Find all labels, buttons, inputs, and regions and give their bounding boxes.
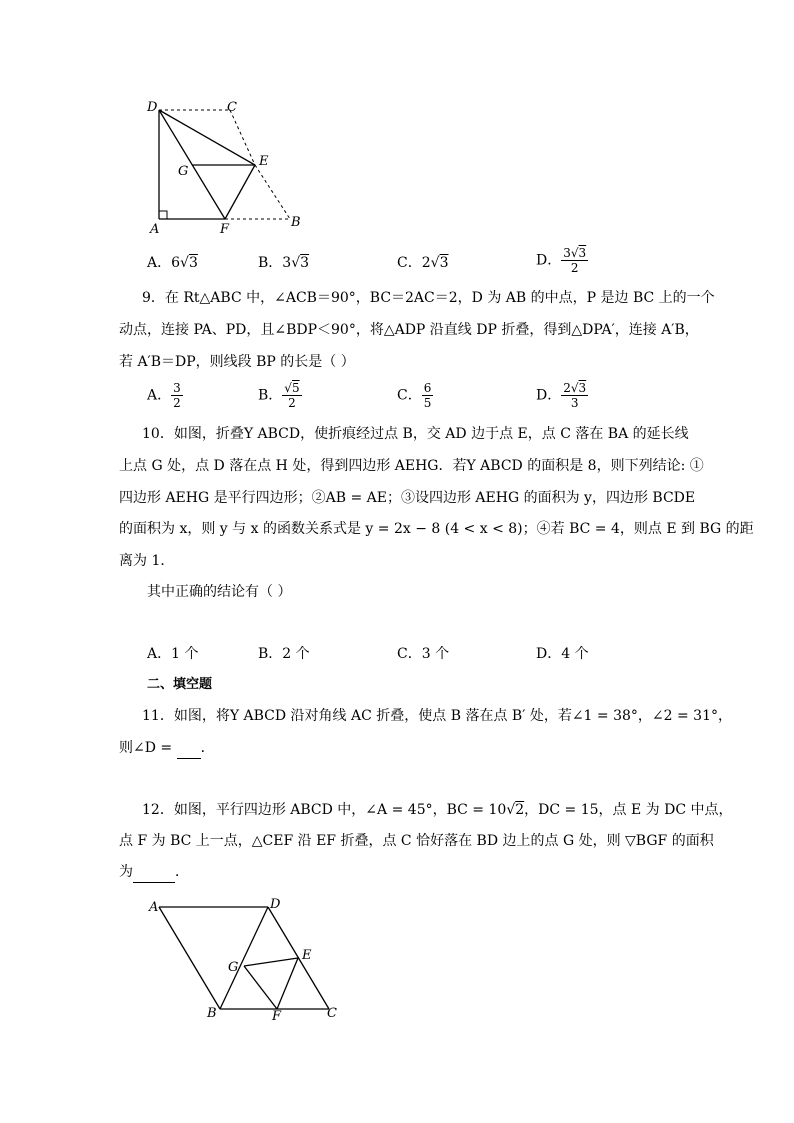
q8-option-c: C．2√3 [397, 255, 449, 271]
q12-line-1: 12．如图，平行四边形 ABCD 中，∠A = 45°，BC = 10√2，DC = 15，点 E 为 DC 中点， [142, 802, 733, 818]
fig2-label-F: F [272, 1009, 282, 1023]
fig2-label-G: G [228, 960, 239, 975]
q10-option-c: C．3 个 [397, 646, 450, 662]
q12-line-2: 点 F 为 BC 上一点，△CEF 沿 EF 折叠，点 C 恰好落在 BD 边上的点 G 处，则 ▽BGF 的面积 [119, 833, 714, 849]
q8-option-a: A．6√3 [147, 255, 198, 271]
q11-line-2: 则∠D = ． [119, 738, 679, 759]
q9-line-1: 9．在 Rt△ABC 中，∠ACB＝90°，BC＝2AC＝2，D 为 AB 的中点，P 是边 BC 上的一个 [142, 290, 715, 306]
fig1-label-F: F [220, 222, 230, 237]
fig1-label-G: G [178, 164, 189, 179]
q9-option-b: B． $\frac{√5}{2}$ [258, 381, 300, 410]
q10-line-1: 10．如图，折叠Y ABCD，使折痕经过点 B，交 AD 边于点 E，点 C 落在 BA 的延长线 [142, 426, 689, 442]
q12-line-3: 为 ． [119, 862, 679, 883]
fig2-side-AB [159, 907, 220, 1009]
fig1-dashed-EB [255, 165, 290, 219]
fig2-label-C: C [327, 1006, 337, 1021]
fig1-line-EF [225, 165, 255, 219]
q10-line-4: 的面积为 x，则 y 与 x 的函数关系式是 y = 2x − 8 (4 < x < 8)；④若 BC = 4，则点 E 到 BG 的距 [119, 521, 754, 537]
q10-line-3: 四边形 AEHG 是平行四边形；②AB = AE；③设四边形 AEHG 的面积为 y，四边形 BCDE [119, 490, 696, 506]
fig2-label-E: E [302, 948, 312, 963]
q8-option-d: D． $\frac{3√3}{2}$ [536, 246, 587, 275]
q8-option-b: B．3√3 [258, 255, 310, 271]
q10-line-5: 离为 1． [119, 553, 175, 569]
q9-option-c: C． $\frac{6}{5}$ [397, 381, 432, 410]
figure-1 [140, 95, 310, 240]
q12-answer-blank[interactable] [133, 862, 175, 883]
fig1-label-C: C [227, 100, 237, 115]
fig2-label-D: D [270, 897, 281, 912]
fig1-right-angle-mark [159, 211, 167, 219]
fig2-label-B: B [207, 1006, 217, 1021]
q9-option-a: A． $\frac{3}{2}$ [147, 381, 181, 410]
q9-line-2: 动点，连接 PA、PD，且∠BDP＜90°，将△ADP 沿直线 DP 折叠，得到△DPA′，连接 A′B， [119, 322, 699, 338]
fig2-label-A: A [149, 900, 159, 915]
q11-line-1: 11．如图，将Y ABCD 沿对角线 AC 折叠，使点 B 落在点 B′ 处，若∠1 = 38°，∠2 = 31°， [142, 708, 732, 724]
fig1-line-DE [159, 110, 255, 165]
q10-option-d: D．4 个 [536, 646, 589, 662]
q11-answer-blank[interactable] [177, 738, 201, 759]
q10-option-a: A．1 个 [147, 646, 199, 662]
fig2-line-GE [244, 958, 298, 966]
fig2-line-GF [244, 966, 277, 1009]
fig1-label-E: E [259, 154, 269, 169]
fig1-label-B: B [291, 215, 301, 230]
fig1-label-A: A [150, 222, 160, 237]
figure-2 [145, 893, 345, 1023]
fig2-line-EF [277, 958, 298, 1009]
fig1-label-D: D [147, 100, 158, 115]
q10-question: 其中正确的结论有（ ） [147, 584, 292, 600]
q10-line-2: 上点 G 处，点 D 落在点 H 处，得到四边形 AEHG．若Y ABCD 的面积是 8，则下列结论: ① [119, 458, 704, 474]
section-heading-fill-blank: 二、填空题 [147, 677, 213, 692]
q9-option-d: D． $\frac{2√3}{3}$ [536, 381, 587, 410]
fig1-dashed-CE [230, 110, 255, 165]
fig2-diagonal-BD [220, 907, 268, 1009]
q9-line-3: 若 A′B＝DP，则线段 BP 的长是（ ） [119, 354, 355, 370]
q10-option-b: B．2 个 [258, 646, 310, 662]
fig2-side-DC [268, 907, 329, 1009]
